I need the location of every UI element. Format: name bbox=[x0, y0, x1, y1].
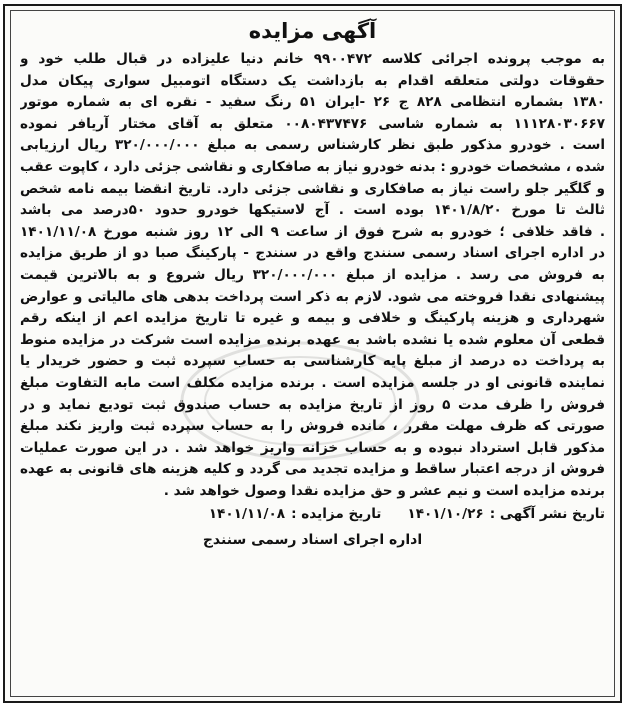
auction-date-label: تاریخ مزایده : bbox=[291, 506, 382, 523]
body-line: است . خودرو مذکور طبق نظر کارشناس رسمی به مبلغ ۳۲۰/۰۰۰/۰۰۰ ریال ارزیابی bbox=[20, 137, 605, 154]
dates-row bbox=[20, 503, 605, 526]
body-line: در اداره اجرای اسناد رسمی سنندج واقع در سنندج - پارکینگ صبا دو از طریق مزایده bbox=[20, 245, 605, 262]
body-line: و گلگیر جلو راست نیاز به صافکاری و نقاشی جزئی دارد. تاریخ انقضا بیمه نامه شخص bbox=[20, 180, 605, 197]
auction-date-value: ۱۴۰۱/۱۱/۰۸ bbox=[208, 506, 286, 523]
notice-body bbox=[20, 49, 605, 502]
body-line: قطعی آن معلوم شده یا نشده باشد به عهده برنده مزایده است شرکت در مزایده منوط bbox=[20, 331, 605, 348]
body-line: شهرداری و هزینه پارکینگ و خلافی و بیمه و غیره تا تاریخ مزایده اعم از اینکه رقم bbox=[20, 310, 605, 327]
body-line: صورتی که ظرف مهلت مقرر ، مانده فروش را به حساب سپرده ثبت واریز نکند مبلغ bbox=[20, 418, 605, 435]
body-line: به پرداخت ده درصد از مبلغ پایه کارشناسی به حساب سپرده ثبت و حضور خریدار یا bbox=[20, 353, 605, 370]
publish-date-label: تاریخ نشر آگهی : bbox=[489, 506, 605, 523]
body-line: شده ، مشخصات خودرو : بدنه خودرو نیاز به صافکاری و نقاشی جزئی دارد ، کاپوت عقب bbox=[20, 158, 605, 175]
body-line: فروش از درجه اعتبار ساقط و مزایده تجدید می گردد و کلیه هزینه های قانونی به عهده bbox=[20, 461, 605, 478]
body-line: ۱۱۱۲۸۰۳۰۶۶۷ به شماره شاسی ۰۰۸۰۴۳۷۴۷۶ متعلق به آقای مختار آریافر نموده bbox=[20, 115, 605, 132]
notice-title: آگهی مزایده bbox=[248, 19, 377, 43]
notice-frame bbox=[3, 4, 622, 703]
body-line: نماینده قانونی او در جلسه مزایده است . برنده مزایده مکلف است مابه التفاوت مبلغ bbox=[20, 374, 605, 391]
body-line: به فروش می رسد . مزایده از مبلغ ۳۲۰/۰۰۰/۰۰۰ ریال شروع و به بالاترین قیمت bbox=[20, 266, 605, 283]
notice-footer bbox=[20, 503, 605, 552]
body-line: فروش را ظرف مدت ۵ روز از تاریخ مزایده به حساب صندوق ثبت تودیع نماید و در bbox=[20, 396, 605, 413]
body-line: حقوقات دولتی متعلقه اقدام به بازداشت یک دستگاه اتومبیل سواری پیکان مدل bbox=[20, 72, 605, 89]
issuer-name: اداره اجرای اسناد رسمی سنندج bbox=[202, 532, 423, 549]
body-line: به موجب پرونده اجرائی کلاسه ۹۹۰۰۴۷۲ خانم دنیا علیزاده در قبال طلب خود و bbox=[20, 51, 605, 67]
body-line: پیشنهادی نقدا فروخته می شود. لازم به ذکر است پرداخت بدهی های مالیاتی و عوارض bbox=[20, 288, 605, 305]
publish-date-value: ۱۴۰۱/۱۰/۲۶ bbox=[407, 506, 484, 523]
body-line: ۱۳۸۰ بشماره انتظامی ۸۲۸ ج ۲۶ -ایران ۵۱ رنگ سفید - نقره ای به شماره موتور bbox=[20, 94, 605, 111]
body-line: . فاقد خلافی ؛ خودرو به شرح فوق از ساعت ۹ الی ۱۲ روز شنبه مورخ ۱۴۰۱/۱۱/۰۸ bbox=[20, 223, 605, 240]
body-line: مذکور قابل استرداد نبوده و به حساب خزانه واریز خواهد شد . در این صورت عملیات bbox=[20, 439, 605, 456]
notice-inner-border bbox=[10, 10, 615, 697]
body-line: ثالث تا مورخ ۱۴۰۱/۸/۲۰ بوده است . آج لاستیکها خودرو حدود ۵۰درصد می باشد bbox=[20, 202, 605, 219]
body-line: برنده مزایده است و نیم عشر و حق مزایده نقدا وصول خواهد شد . bbox=[163, 482, 605, 499]
